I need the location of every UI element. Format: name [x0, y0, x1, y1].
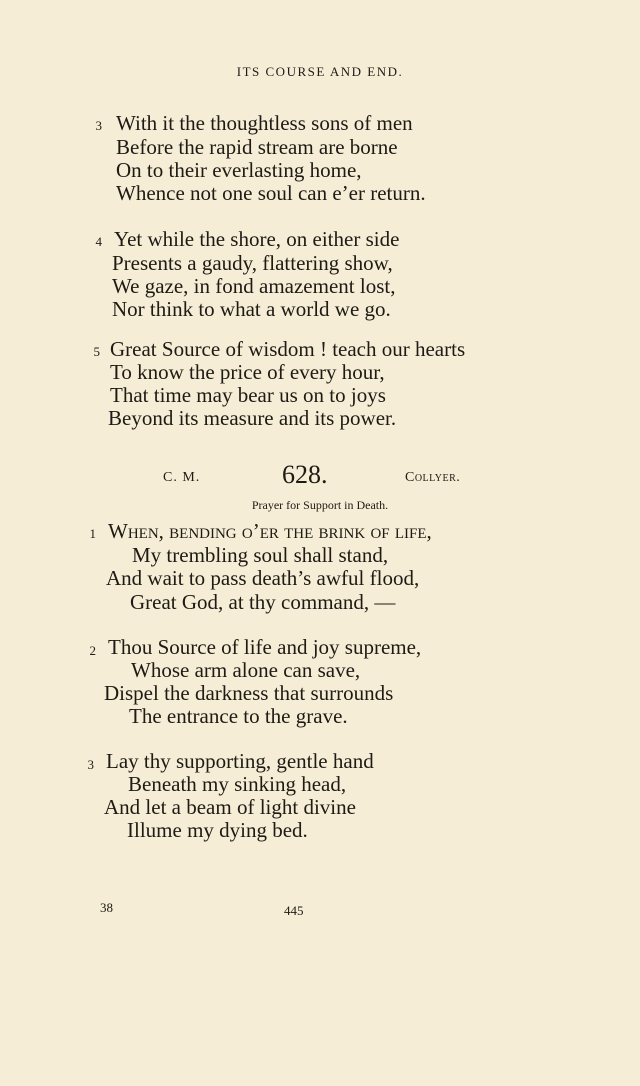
verse-line: Whence not one soul can e’er return. — [116, 181, 426, 205]
verse-line: To know the price of every hour, — [110, 360, 385, 384]
verse-line: Beneath my sinking head, — [128, 772, 347, 796]
stanza-number: 2 — [89, 643, 96, 658]
verse-line: The entrance to the grave. — [129, 704, 348, 728]
verse-line: Thou Source of life and joy supreme, — [108, 635, 422, 659]
stanza-number: 3 — [95, 118, 102, 133]
verse-line: Great Source of wisdom ! teach our hearts — [110, 337, 466, 361]
verse-line: Presents a gaudy, flattering show, — [112, 251, 393, 275]
page-number: 445 — [284, 903, 304, 918]
verse-line: Before the rapid stream are borne — [116, 135, 398, 159]
verse-line: Illume my dying bed. — [127, 818, 308, 842]
verse-line: With it the thoughtless sons of men — [116, 111, 413, 135]
stanza-number: 1 — [89, 526, 96, 541]
verse-line: Lay thy supporting, gentle hand — [106, 749, 374, 773]
verse-line: Beyond its measure and its power. — [108, 406, 397, 430]
verse-line: When, bending o’er the brink of life, — [108, 519, 432, 543]
verse-line: We gaze, in fond amazement lost, — [112, 274, 396, 298]
hymn-title: Prayer for Support in Death. — [251, 498, 389, 512]
stanza-number: 5 — [93, 344, 100, 359]
verse-line: Yet while the shore, on either side — [114, 227, 400, 251]
verse-line: And wait to pass death’s awful flood, — [106, 566, 420, 590]
verse-line: Great God, at thy command, — — [130, 590, 396, 614]
hymn-number: 628. — [282, 460, 328, 489]
verse-line: Nor think to what a world we go. — [112, 297, 391, 321]
stanza-number: 3 — [87, 757, 94, 772]
verse-line: On to their everlasting home, — [116, 158, 362, 182]
verse-line: Dispel the darkness that surrounds — [104, 681, 394, 705]
hymn-tune: Collyer. — [405, 470, 461, 485]
verse-line: Whose arm alone can save, — [131, 658, 361, 682]
verse-line: That time may bear us on to joys — [110, 383, 386, 407]
verse-line: My trembling soul shall stand, — [132, 543, 389, 567]
signature-mark: 38 — [100, 900, 113, 915]
verse-line: And let a beam of light divine — [104, 795, 356, 819]
running-head: ITS COURSE AND END. — [236, 64, 404, 79]
stanza-number: 4 — [95, 234, 102, 249]
hymn-meter: C. M. — [163, 470, 201, 485]
